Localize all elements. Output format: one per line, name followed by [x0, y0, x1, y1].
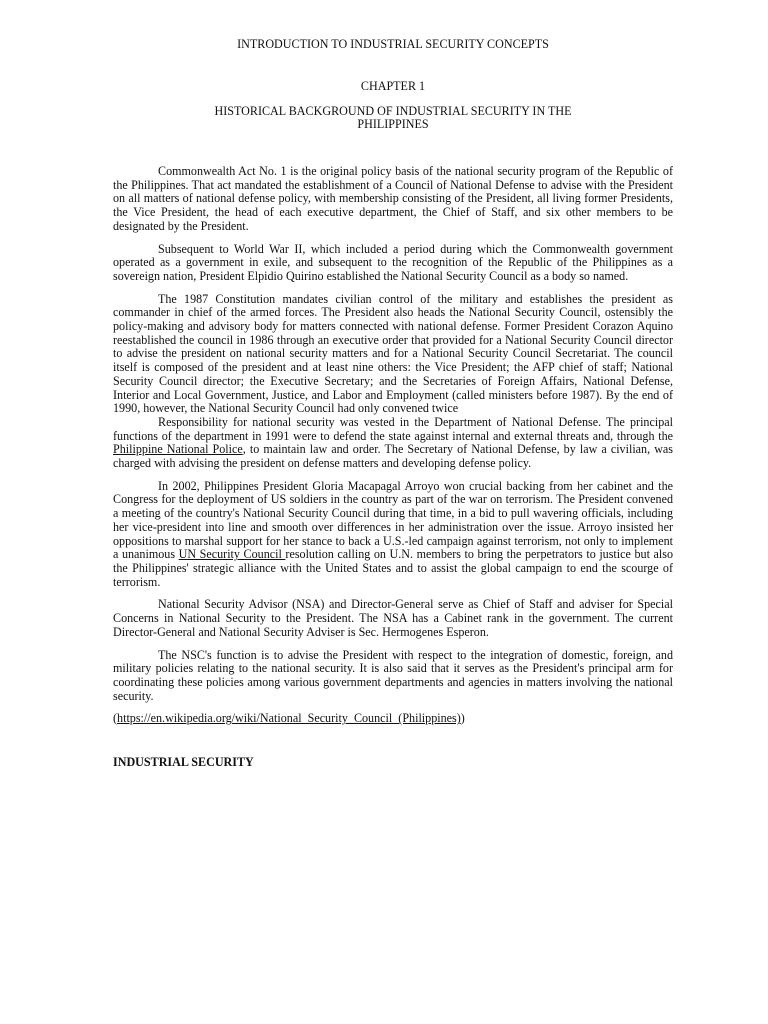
paragraph-text: resolution calling on U.N. members to bring the perpetrators to justice but also the Philippines' strategic alliance with the United States and to assist the global campaign to end the scourge of terrorism.: [113, 547, 673, 589]
document-title: INTRODUCTION TO INDUSTRIAL SECURITY CONCEPTS: [237, 37, 549, 51]
chapter-label: CHAPTER 1: [360, 79, 426, 93]
wikipedia-source-link[interactable]: https://en.wikipedia.org/wiki/National_Security_Council_(Philippines): [117, 711, 461, 726]
paragraph-world-war-ii: Subsequent to World War II, which included a period during which the Commonwealth government operated as a government in exile, and subsequent to the recognition of the Republic of the Philippines as a sovereign nation, President Elpidio Quirino established the National Security Council as a body so named.: [113, 241, 673, 283]
chapter-title-line-1: HISTORICAL BACKGROUND OF INDUSTRIAL SECURITY IN THE: [214, 104, 572, 118]
paragraph-nsa: National Security Advisor (NSA) and Director-General serve as Chief of Staff and adviser for Special Concerns in National Security to the President. The NSA has a Cabinet rank in the government. The current Director-General and National Security Adviser is Sec. Hermogenes Esperon.: [113, 597, 673, 639]
paragraph-arroyo-2002: [113, 480, 673, 590]
paragraph-nsc-function: The NSC's function is to advise the President with respect to the integration of domestic, foreign, and military policies relating to the national security. It is also said that it serves as the President's principal arm for coordinating these policies among various government departments and agencies in matters involving the national security.: [113, 647, 673, 703]
paragraph-text: Responsibility for national security was vested in the Department of National Defense. The principal functions of the department in 1991 were to defend the state against internal and external threats and, through the: [113, 414, 673, 443]
document-page: [113, 38, 673, 769]
paragraph-text: , to maintain law and order. The Secretary of National Defense, by law a civilian, was charged with advising the president on defense matters and developing defense policy.: [113, 442, 673, 471]
un-security-council-link[interactable]: UN Security Council: [178, 547, 286, 562]
paragraph-national-defense: [113, 416, 673, 471]
source-open-paren: (: [113, 711, 118, 726]
paragraph-text: In 2002, Philippines President Gloria Macapagal Arroyo won crucial backing from her cabinet and the Congress for the deployment of US soldiers in the country as part of the war on terrorism. The President convened a meeting of the country's National Security Council during that time, in a bid to pull wavering officials, including her vice-president into line and smooth over differences in her administration over the issue. Arroyo insisted her oppositions to marshal support for her stance to back a U.S.-led campaign against terrorism, not only to implement a unanimous: [113, 478, 673, 562]
source-close-paren: ): [460, 711, 465, 726]
source-citation: [113, 712, 673, 726]
paragraph-1987-constitution: The 1987 Constitution mandates civilian control of the military and establishes the president as commander in chief of the armed forces. The President also heads the National Security Council, ostensibly the policy-making and advisory body for matters connected with national defense. Former President Corazon Aquino reestablished the council in 1986 through an executive order that provided for a National Security Council director to advise the president on national security matters and for a National Security Council Secretariat. The council itself is composed of the president and at least nine others: the Vice President; the AFP chief of staff; National Security Council director; the Executive Secretary; and the Secretaries of Foreign Affairs, National Defense, Interior and Local Government, Justice, and Labor and Employment (called ministers before 1987). By the end of 1990, however, the National Security Council had only convened twice: [113, 291, 673, 416]
paragraph-commonwealth-act: Commonwealth Act No. 1 is the original policy basis of the national security program of the Republic of the Philippines. That act mandated the establishment of a Council of National Defense to advise with the President on all matters of national defense policy, with membership consisting of the President, all living former Presidents, the Vice President, the head of each executive department, the Chief of Staff, and six other members to be designated by the President.: [113, 164, 673, 233]
philippine-national-police-link[interactable]: Philippine National Police: [113, 442, 243, 457]
section-heading-industrial-security: INDUSTRIAL SECURITY: [113, 755, 254, 770]
chapter-title: [113, 105, 673, 131]
chapter-title-line-2: PHILIPPINES: [357, 117, 429, 131]
